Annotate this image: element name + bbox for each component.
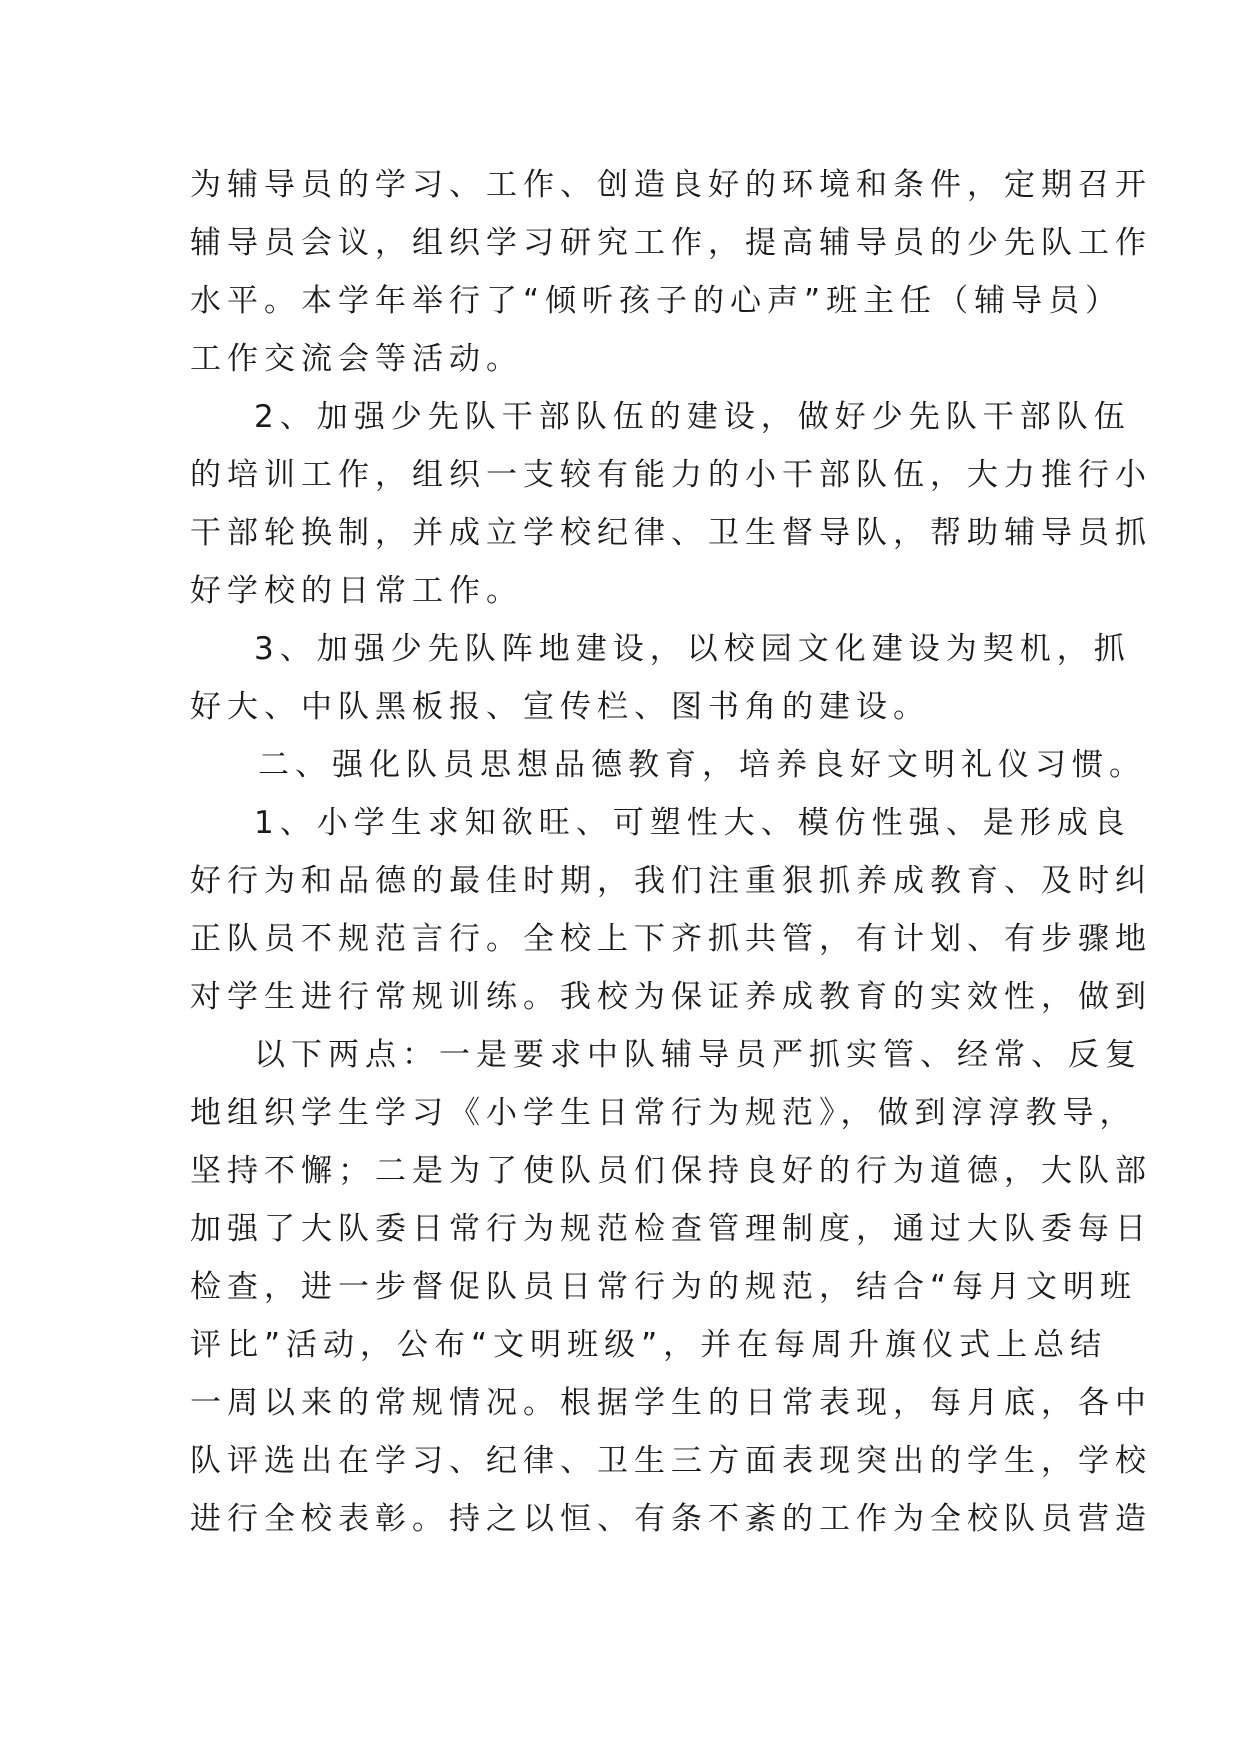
text-line: 辅导员会议，组织学习研究工作，提高辅导员的少先队工作 (190, 225, 1152, 261)
text-line: 水平。本学年举行了“倾听孩子的心声”班主任（辅导员） (190, 283, 1123, 319)
text-line: 工作交流会等活动。 (190, 341, 523, 377)
text-line: 2、加强少先队干部队伍的建设，做好少先队干部队伍 (254, 399, 1131, 435)
text-line: 干部轮换制，并成立学校纪律、卫生督导队，帮助辅导员抓 (190, 515, 1152, 551)
text-line: 队评选出在学习、纪律、卫生三方面表现突出的学生，学校 (190, 1443, 1152, 1479)
section-heading: 二、强化队员思想品德教育，培养良好文明礼仪习惯。 (258, 747, 1146, 783)
text-line: 坚持不懈；二是为了使队员们保持良好的行为道德，大队部 (190, 1153, 1152, 1189)
text-line: 加强了大队委日常行为规范检查管理制度，通过大队委每日 (190, 1211, 1152, 1247)
body-text (190, 156, 1152, 1548)
text-line: 1、小学生求知欲旺、可塑性大、模仿性强、是形成良 (254, 805, 1131, 841)
text-line: 一周以来的常规情况。根据学生的日常表现，每月底，各中 (190, 1385, 1152, 1421)
text-line: 检查，进一步督促队员日常行为的规范，结合“每月文明班 (190, 1269, 1138, 1305)
text-line: 对学生进行常规训练。我校为保证养成教育的实效性，做到 (190, 979, 1152, 1015)
text-line: 正队员不规范言行。全校上下齐抓共管，有计划、有步骤地 (190, 921, 1152, 957)
text-line: 进行全校表彰。持之以恒、有条不紊的工作为全校队员营造 (190, 1501, 1152, 1537)
text-line: 评比”活动，公布“文明班级”，并在每周升旗仪式上总结 (190, 1327, 1108, 1363)
text-line: 3、加强少先队阵地建设，以校园文化建设为契机，抓 (254, 631, 1131, 667)
text-line: 为辅导员的学习、工作、创造良好的环境和条件，定期召开 (190, 167, 1152, 203)
text-line: 好行为和品德的最佳时期，我们注重狠抓养成教育、及时纠 (190, 863, 1152, 899)
text-line: 以下两点：一是要求中队辅导员严抓实管、经常、反复 (254, 1037, 1142, 1073)
text-line: 好学校的日常工作。 (190, 573, 523, 609)
text-line: 的培训工作，组织一支较有能力的小干部队伍，大力推行小 (190, 457, 1152, 493)
text-line: 好大、中队黑板报、宣传栏、图书角的建设。 (190, 689, 930, 725)
text-line: 地组织学生学习《小学生日常行为规范》，做到淳淳教导， (190, 1095, 1137, 1131)
